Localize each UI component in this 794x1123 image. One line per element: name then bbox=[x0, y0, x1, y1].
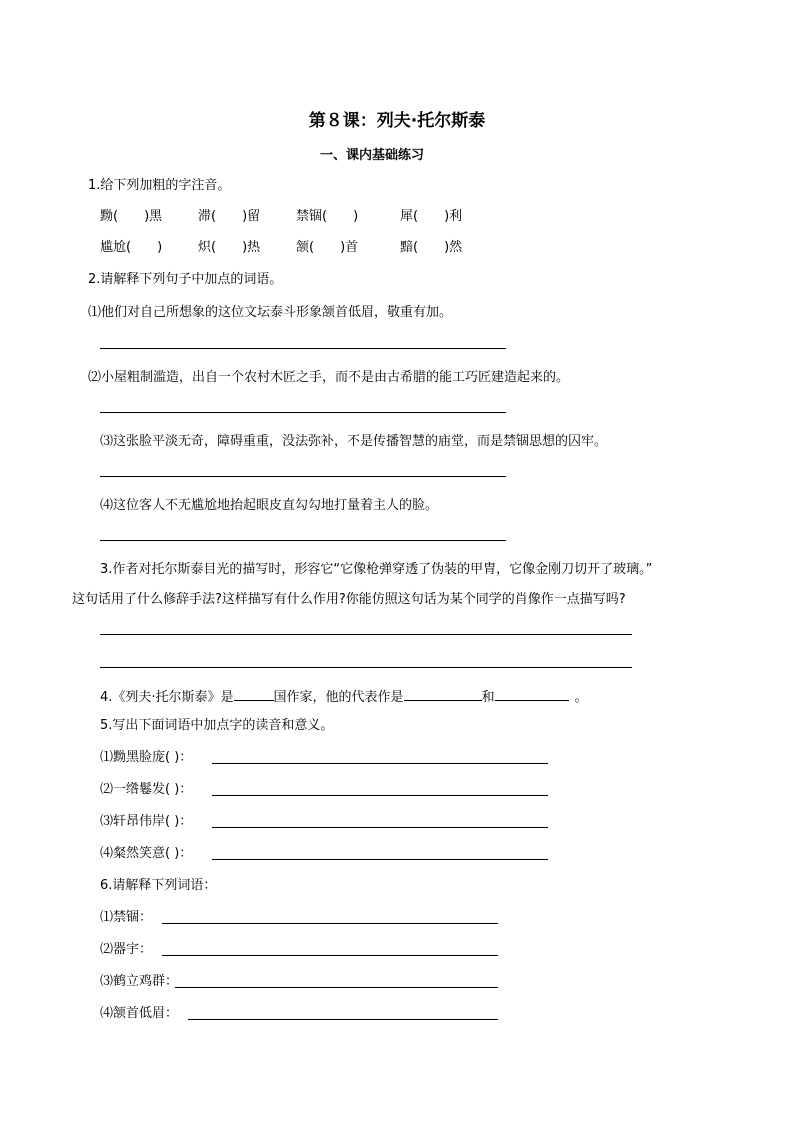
answer-line[interactable] bbox=[175, 987, 498, 988]
answer-line[interactable] bbox=[100, 348, 506, 349]
fill-blank[interactable] bbox=[404, 686, 482, 701]
question-5-item: ⑴黝黑脸庞( )： bbox=[100, 750, 193, 765]
question-2-item: ⑷这位客人不无尴尬地抬起眼皮直勾勾地打量着主人的脸。 bbox=[100, 498, 439, 513]
pinyin-item: 滞( )留 bbox=[198, 209, 261, 224]
question-4-part: 国作家，他的代表作是 bbox=[273, 690, 404, 705]
question-2-item: ⑵小屋粗制滥造，出自一个农村木匠之手，而不是由古希腊的能工巧匠建造起来的。 bbox=[88, 370, 570, 385]
pinyin-item: 犀( )利 bbox=[400, 209, 463, 224]
question-6-item: ⑶鹤立鸡群： bbox=[100, 974, 179, 989]
answer-line[interactable] bbox=[100, 540, 506, 541]
answer-line[interactable] bbox=[212, 859, 548, 860]
pinyin-row-1 bbox=[100, 207, 498, 227]
pinyin-item: 黝( )黑 bbox=[100, 209, 163, 224]
pinyin-item: 颔( )首 bbox=[296, 240, 359, 255]
answer-line[interactable] bbox=[212, 795, 548, 796]
pinyin-item: 黯( )然 bbox=[400, 240, 463, 255]
answer-line[interactable] bbox=[100, 667, 632, 668]
answer-line[interactable] bbox=[162, 955, 498, 956]
fill-blank[interactable] bbox=[495, 686, 569, 701]
question-5-stem: 5.写出下面词语中加点字的读音和意义。 bbox=[100, 718, 334, 733]
question-5-item: ⑶轩昂伟岸( )： bbox=[100, 814, 193, 829]
answer-line[interactable] bbox=[212, 763, 548, 764]
answer-line[interactable] bbox=[162, 923, 498, 924]
question-6-item: ⑷颔首低眉： bbox=[100, 1006, 179, 1021]
question-4 bbox=[100, 686, 588, 708]
question-6-item: ⑵器宇： bbox=[100, 942, 153, 957]
question-4-part: 。 bbox=[574, 690, 588, 705]
pinyin-item: 炽( )热 bbox=[198, 240, 261, 255]
pinyin-item: 禁锢( ) bbox=[296, 209, 359, 224]
question-4-part: 和 bbox=[481, 690, 495, 705]
pinyin-item: 尴尬( ) bbox=[100, 240, 163, 255]
question-2-item: ⑴他们对自己所想象的这位文坛泰斗形象颔首低眉，敬重有加。 bbox=[88, 305, 453, 320]
answer-line[interactable] bbox=[100, 634, 632, 635]
question-6-stem: 6.请解释下列词语： bbox=[100, 878, 217, 893]
question-3-line-2: 这句话用了什么修辞手法?这样描写有什么作用?你能仿照这句话为某个同学的肖像作一点描写吗? bbox=[72, 592, 626, 607]
answer-line[interactable] bbox=[188, 1019, 498, 1020]
question-3-line-1: 3.作者对托尔斯泰目光的描写时，形容它“它像枪弹穿透了伪装的甲胄，它像金刚刀切开了玻璃。” bbox=[100, 562, 653, 577]
pinyin-row-2 bbox=[100, 238, 498, 258]
page-title: 第８课：列夫·托尔斯泰 bbox=[308, 111, 486, 131]
question-2-item: ⑶这张脸平淡无奇，障碍重重，没法弥补，不是传播智慧的庙堂，而是禁锢思想的囚牢。 bbox=[100, 434, 608, 449]
answer-line[interactable] bbox=[100, 476, 506, 477]
question-5-item: ⑷粲然笑意( )： bbox=[100, 846, 193, 861]
question-2-stem: 2.请解释下列句子中加点的词语。 bbox=[88, 272, 283, 287]
question-6-item: ⑴禁锢： bbox=[100, 910, 153, 925]
answer-line[interactable] bbox=[100, 412, 506, 413]
question-1-stem: 1.给下列加粗的字注音。 bbox=[88, 178, 231, 193]
fill-blank[interactable] bbox=[234, 686, 274, 701]
answer-line[interactable] bbox=[212, 827, 548, 828]
question-5-item: ⑵一绺鬈发( )： bbox=[100, 782, 193, 797]
section-heading: 一、课内基础练习 bbox=[320, 148, 425, 163]
question-4-part: 4.《列夫·托尔斯泰》是 bbox=[100, 690, 234, 705]
